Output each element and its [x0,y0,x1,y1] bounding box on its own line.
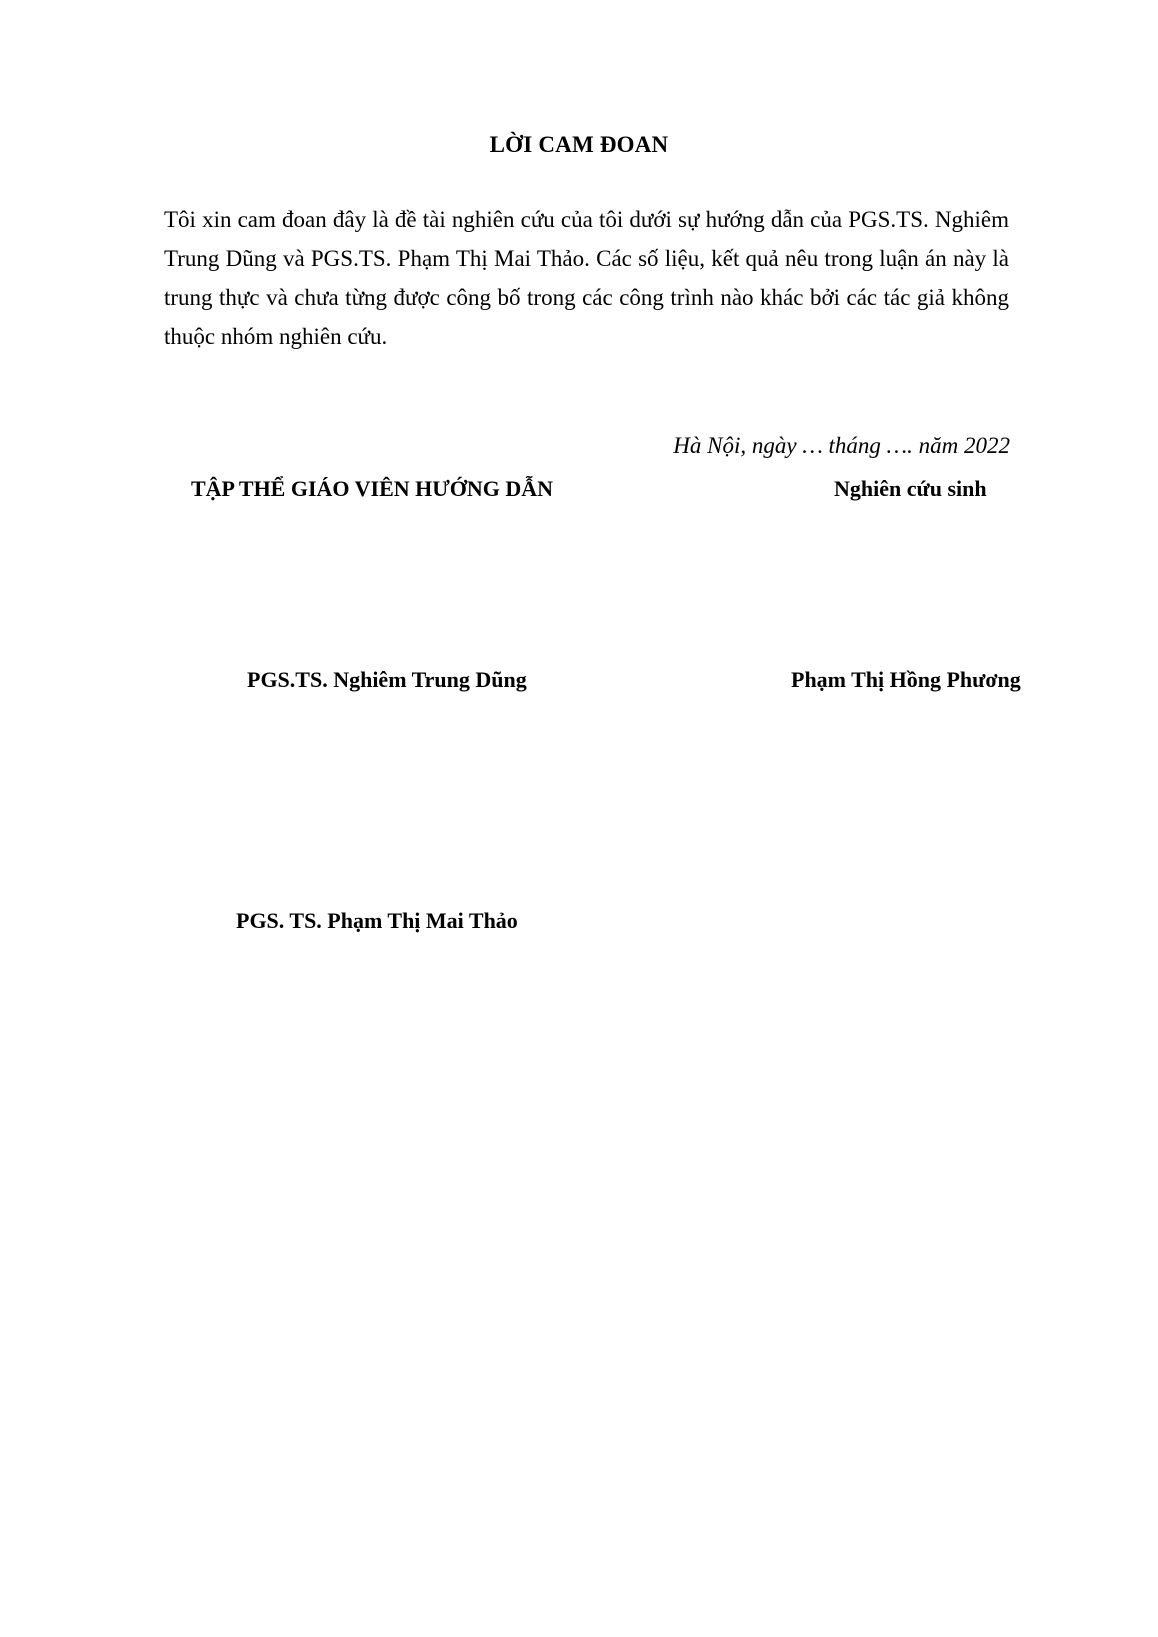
supervisor-2-name: PGS. TS. Phạm Thị Mai Thảo [236,908,518,933]
student-name: Phạm Thị Hồng Phương [791,667,1021,692]
student-heading: Nghiên cứu sinh [834,476,987,501]
page-title: LỜI CAM ĐOAN [489,132,669,157]
supervisor-1-name: PGS.TS. Nghiêm Trung Dũng [247,667,527,692]
supervisors-heading: TẬP THỂ GIÁO VIÊN HƯỚNG DẪN [191,476,554,501]
declaration-paragraph: Tôi xin cam đoan đây là đề tài nghiên cứu của tôi dưới sự hướng dẫn của PGS.TS. Nghiêm Trung Dũng và PGS.TS. Phạm Thị Mai Thảo. Các số liệu, kết quả nêu trong luận án này là trung thực và chưa từng được công bố trong các công trình nào khác bởi các tác giả không thuộc nhóm nghiên cứu. [164,207,1009,349]
date-line: Hà Nội, ngày … tháng …. năm 2022 [673,433,1010,458]
